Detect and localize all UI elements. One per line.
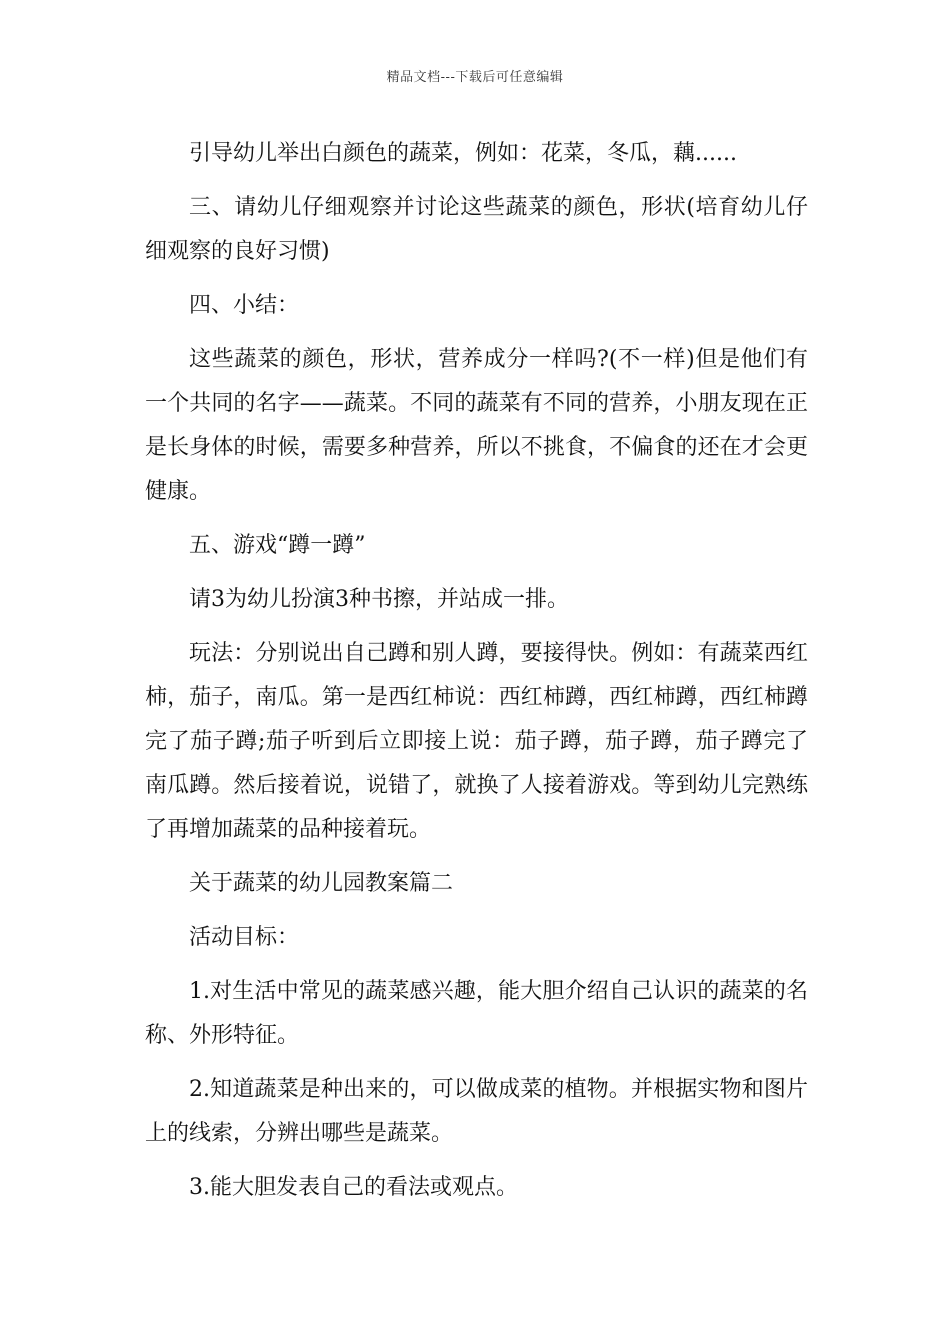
paragraph-section-five-heading: 五、游戏“蹲一蹲” [189,533,366,558]
paragraph-objective-3: 3.能大胆发表自己的看法或观点。 [189,1175,518,1200]
page-header: 精品文档---下载后可任意编辑 [386,70,564,85]
paragraph-section-three: 三、请幼儿仔细观察并讨论这些蔬菜的颜色，形状(培育幼儿仔细观察的良好习惯) [145,195,808,264]
paragraph-objective-2: 2.知道蔬菜是种出来的，可以做成菜的植物。并根据实物和图片上的线索，分辨出哪些是蔬菜。 [145,1077,808,1146]
paragraph-summary: 这些蔬菜的颜色，形状，营养成分一样吗?(不一样)但是他们有一个共同的名字——蔬菜。不同的蔬菜有不同的营养，小朋友现在正是长身体的时候，需要多种营养，所以不挑食，不偏食的还在才会更健康。 [145,347,808,504]
paragraph-game-setup: 请3为幼儿扮演3种书擦，并站成一排。 [189,587,569,612]
document-body [145,132,808,1220]
paragraph-section-four-heading: 四、小结： [189,293,300,318]
paragraph-objective-1: 1.对生活中常见的蔬菜感兴趣，能大胆介绍自己认识的蔬菜的名称、外形特征。 [145,979,808,1048]
paragraph-objectives-heading: 活动目标： [189,925,300,950]
paragraph-game-rules: 玩法：分别说出自己蹲和别人蹲，要接得快。例如：有蔬菜西红柿，茄子，南瓜。第一是西红柿说：西红柿蹲，西红柿蹲，西红柿蹲完了茄子蹲;茄子听到后立即接上说：茄子蹲，茄子蹲，茄子蹲完了南瓜蹲。然后接着说，说错了，就换了人接着游戏。等到幼儿完熟练了再增加蔬菜的品种接着玩。 [145,641,808,842]
paragraph-lesson-two-title: 关于蔬菜的幼儿园教案篇二 [189,871,454,896]
paragraph-white-vegetables: 引导幼儿举出白颜色的蔬菜，例如：花菜，冬瓜，藕...... [189,141,737,166]
